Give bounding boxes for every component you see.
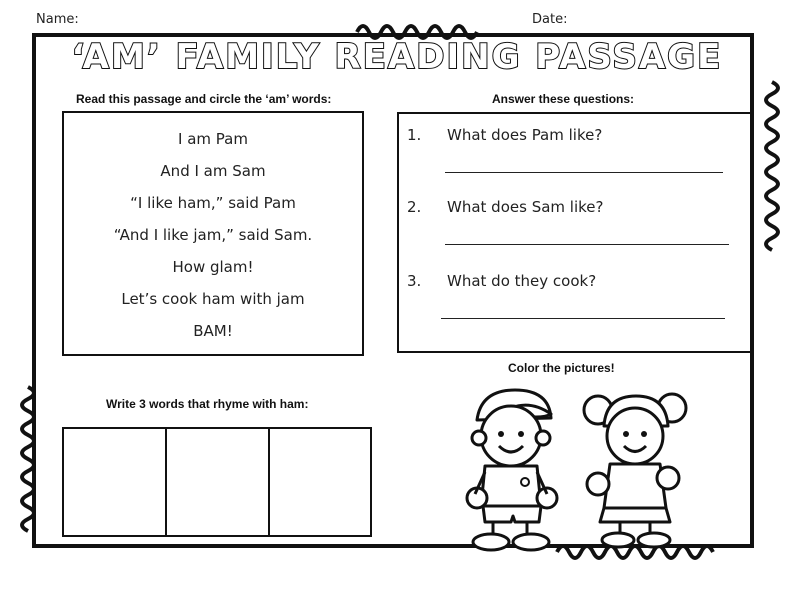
question-number: 1. — [407, 126, 422, 144]
squiggle-left-icon — [16, 385, 40, 535]
passage-line: And I am Sam — [160, 162, 266, 180]
passage-line: “And I like jam,” said Sam. — [113, 226, 313, 244]
answer-line-2[interactable] — [445, 244, 729, 245]
question-1 — [407, 126, 602, 144]
rhyme-boxes — [62, 427, 372, 537]
rhyme-cell-3[interactable] — [270, 429, 370, 535]
question-number: 2. — [407, 198, 422, 216]
answer-line-3[interactable] — [441, 318, 725, 319]
rhyme-cell-2[interactable] — [167, 429, 270, 535]
passage-line: How glam! — [172, 258, 254, 276]
question-text: What does Pam like? — [447, 126, 603, 144]
date-label: Date: — [532, 12, 568, 27]
name-label: Name: — [36, 12, 79, 27]
question-2 — [407, 198, 603, 216]
question-number: 3. — [407, 272, 422, 290]
passage-line: I am Pam — [178, 130, 248, 148]
girl-clipart-icon — [580, 382, 690, 550]
boy-clipart-icon — [455, 380, 575, 550]
color-instruction: Color the pictures! — [508, 361, 615, 375]
rhyme-cell-1[interactable] — [64, 429, 167, 535]
answer-line-1[interactable] — [445, 172, 723, 173]
page-title: ‘AM’ FAMILY READING PASSAGE — [71, 37, 723, 77]
passage-line: “I like ham,” said Pam — [130, 194, 296, 212]
question-text: What do they cook? — [447, 272, 597, 290]
questions-box — [397, 112, 752, 353]
passage-line: Let’s cook ham with jam — [121, 290, 305, 308]
squiggle-right-icon — [760, 80, 784, 260]
question-text: What does Sam like? — [447, 198, 604, 216]
question-3 — [407, 272, 596, 290]
passage-box — [62, 111, 364, 356]
passage-line: BAM! — [193, 322, 233, 340]
questions-instruction: Answer these questions: — [492, 92, 635, 106]
passage-instruction: Read this passage and circle the ‘am’ words: — [76, 92, 332, 106]
rhyme-instruction: Write 3 words that rhyme with ham: — [106, 397, 309, 411]
